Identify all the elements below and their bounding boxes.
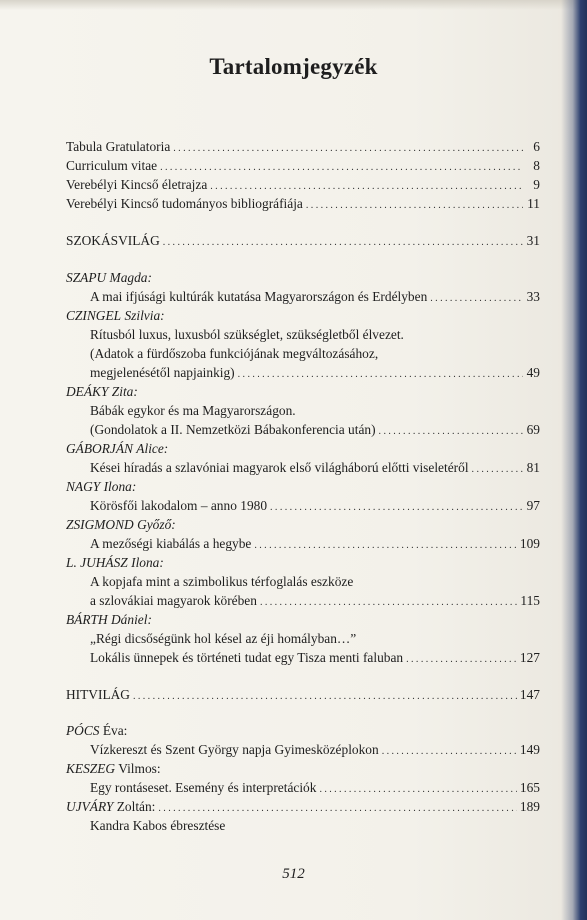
toc-page-number: 127	[519, 650, 540, 665]
toc-entry	[90, 740, 540, 759]
toc-entry	[66, 175, 540, 194]
leader-dots	[382, 742, 517, 761]
leader-dots	[260, 593, 517, 612]
toc-entry	[66, 137, 540, 156]
toc-entry-author-ujvary	[66, 797, 540, 816]
leader-dots	[238, 365, 523, 384]
author-name: BÁRTH Dániel:	[66, 612, 152, 627]
page-number: 512	[282, 866, 305, 882]
toc-entry	[90, 363, 540, 382]
leader-dots	[254, 536, 517, 555]
toc-entry	[90, 591, 540, 610]
toc-page-number: 149	[519, 742, 540, 757]
leader-dots	[270, 498, 523, 517]
toc-page-number: 6	[533, 139, 540, 154]
leader-dots	[406, 650, 517, 669]
section-heading-szokasvilag	[66, 231, 540, 250]
toc-entry	[90, 534, 540, 553]
toc-entry	[90, 458, 540, 477]
toc-page-number: 69	[526, 422, 540, 437]
toc-entry-label: A mezőségi kiabálás a hegybe	[90, 536, 252, 551]
author-name: L. JUHÁSZ Ilona:	[66, 555, 164, 570]
author-name: CZINGEL Szilvia:	[66, 308, 165, 323]
toc-page-number: 11	[527, 196, 540, 211]
toc-entry-label: Vízkereszt és Szent György napja Gyimesközéplokon	[90, 742, 379, 757]
toc-entry-label: Tabula Gratulatoria	[66, 139, 171, 154]
entry-title-line: A kopjafa mint a szimbolikus térfoglalás eszköze	[90, 574, 354, 589]
leader-dots	[430, 289, 523, 308]
toc-page-number: 189	[519, 799, 540, 814]
toc-entry-label: megjelenésétől napjainkig)	[90, 365, 235, 380]
toc-page-number: 33	[526, 289, 540, 304]
toc-page-number: 8	[533, 158, 540, 173]
toc-page-number: 97	[526, 498, 540, 513]
leader-dots	[133, 687, 517, 706]
author-name: UJVÁRY Zoltán:	[66, 799, 156, 814]
author-name: DEÁKY Zita:	[66, 384, 138, 399]
entry-title-line: (Adatok a fürdőszoba funkciójának megváltozásához,	[90, 346, 379, 361]
toc-entry-label: A mai ifjúsági kultúrák kutatása Magyarországon és Erdélyben	[90, 289, 428, 304]
leader-dots	[379, 422, 523, 441]
section-heading-hitvilag	[66, 685, 540, 704]
entry-title-line: Rítusból luxus, luxusból szükséglet, szükségletből élvezet.	[90, 327, 404, 342]
toc-page-number: 31	[526, 233, 540, 248]
author-name: KESZEG Vilmos:	[66, 761, 161, 776]
toc-page-number: 49	[526, 365, 540, 380]
leader-dots	[306, 196, 523, 215]
author-name: NAGY Ilona:	[66, 479, 137, 494]
toc-entry-label: Körösfői lakodalom – anno 1980	[90, 498, 268, 513]
entry-title-line: Bábák egykor és ma Magyarországon.	[90, 403, 296, 418]
toc-entry	[90, 648, 540, 667]
entry-title-line: „Régi dicsőségünk hol késel az éji homályban…”	[90, 631, 357, 646]
leader-dots	[163, 233, 523, 252]
author-name: GÁBORJÁN Alice:	[66, 441, 169, 456]
toc-page-number: 109	[519, 536, 540, 551]
toc-entry	[90, 287, 540, 306]
leader-dots	[472, 460, 523, 479]
toc-page-number: 165	[519, 780, 540, 795]
toc-entry	[66, 194, 540, 213]
toc-entry-label: Kései híradás a szlavóniai magyarok első világháború előtti viseletéről	[90, 460, 469, 475]
toc-entry-label: (Gondolatok a II. Nemzetközi Bábakonferencia után)	[90, 422, 376, 437]
toc-entry	[66, 156, 540, 175]
toc-page-number: 147	[519, 687, 540, 702]
entry-title-line: Kandra Kabos ébresztése	[90, 818, 226, 833]
toc-entry-label: Curriculum vitae	[66, 158, 158, 173]
toc-entry-label: Egy rontáseset. Esemény és interpretációk	[90, 780, 317, 795]
toc-page-number: 115	[520, 593, 540, 608]
book-cover-edge	[561, 0, 587, 920]
toc-entry	[90, 496, 540, 515]
top-shadow	[0, 0, 587, 10]
section-label: SZOKÁSVILÁG	[66, 233, 160, 248]
toc-entry-label: Verebélyi Kincső tudományos bibliográfiája	[66, 196, 303, 211]
author-name: PÓCS Éva:	[66, 723, 128, 738]
toc-entry	[90, 420, 540, 439]
toc-entry-label: Lokális ünnepek és történeti tudat egy Tisza menti faluban	[90, 650, 404, 665]
toc-entry-label: Verebélyi Kincső életrajza	[66, 177, 208, 192]
section-label: HITVILÁG	[66, 687, 130, 702]
page-title: Tartalomjegyzék	[209, 54, 378, 79]
toc-entry-label: a szlovákiai magyarok körében	[90, 593, 257, 608]
toc-page-number: 9	[533, 177, 540, 192]
author-name: SZAPU Magda:	[66, 270, 152, 285]
author-name: ZSIGMOND Győző:	[66, 517, 176, 532]
toc-entry	[90, 778, 540, 797]
toc-page-number: 81	[526, 460, 540, 475]
